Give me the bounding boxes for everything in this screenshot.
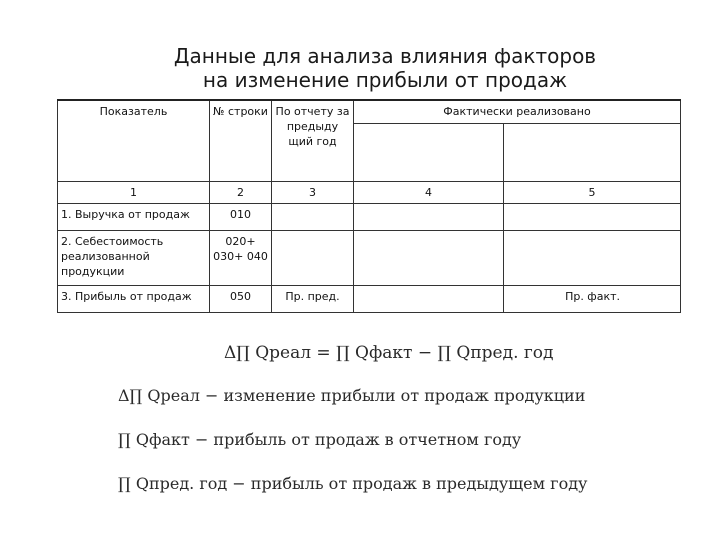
row-indicator: 3. Прибыль от продаж <box>58 286 210 313</box>
col-number: 2 <box>210 182 272 204</box>
header-actual-sold: Фактически реализовано <box>354 100 681 123</box>
definition-previous-profit: ∏ Qпред. год − прибыль от продаж в предыдущем году <box>118 474 588 493</box>
row-code: 020+ 030+ 040 <box>210 231 272 286</box>
table-number-row <box>58 182 681 204</box>
definition-actual-profit: ∏ Qфакт − прибыль от продаж в отчетном году <box>118 430 522 449</box>
header-indicator: Показатель <box>58 100 210 182</box>
title-line-2: на изменение прибыли от продаж <box>202 68 568 92</box>
row-code: 010 <box>210 204 272 231</box>
header-subcol-4 <box>354 123 504 181</box>
row-prev <box>272 231 354 286</box>
row-col4 <box>354 231 504 286</box>
row-col4 <box>354 286 504 313</box>
definition-delta-profit: Δ∏ Qреал − изменение прибыли от продаж продукции <box>118 386 586 405</box>
table-header-row <box>58 100 681 123</box>
header-subcol-5 <box>504 123 681 181</box>
table-row <box>58 286 681 313</box>
factor-analysis-table <box>57 99 681 313</box>
row-col4 <box>354 204 504 231</box>
row-prev <box>272 204 354 231</box>
col-number: 1 <box>58 182 210 204</box>
row-col5 <box>504 204 681 231</box>
table-row <box>58 231 681 286</box>
page-title <box>150 44 620 92</box>
row-code: 050 <box>210 286 272 313</box>
main-formula: Δ∏ Qреал = ∏ Qфакт − ∏ Qпред. год <box>224 343 554 363</box>
row-col5: Пр. факт. <box>504 286 681 313</box>
row-prev: Пр. пред. <box>272 286 354 313</box>
row-indicator: 2. Себестоимость реализованной продукции <box>58 231 210 286</box>
row-col5 <box>504 231 681 286</box>
row-indicator: 1. Выручка от продаж <box>58 204 210 231</box>
header-row-number: № строки <box>210 100 272 182</box>
col-number: 3 <box>272 182 354 204</box>
col-number: 5 <box>504 182 681 204</box>
header-previous-year: По отчету за предыду щий год <box>272 100 354 182</box>
title-line-1: Данные для анализа влияния факторов <box>173 44 597 68</box>
table-row <box>58 204 681 231</box>
col-number: 4 <box>354 182 504 204</box>
